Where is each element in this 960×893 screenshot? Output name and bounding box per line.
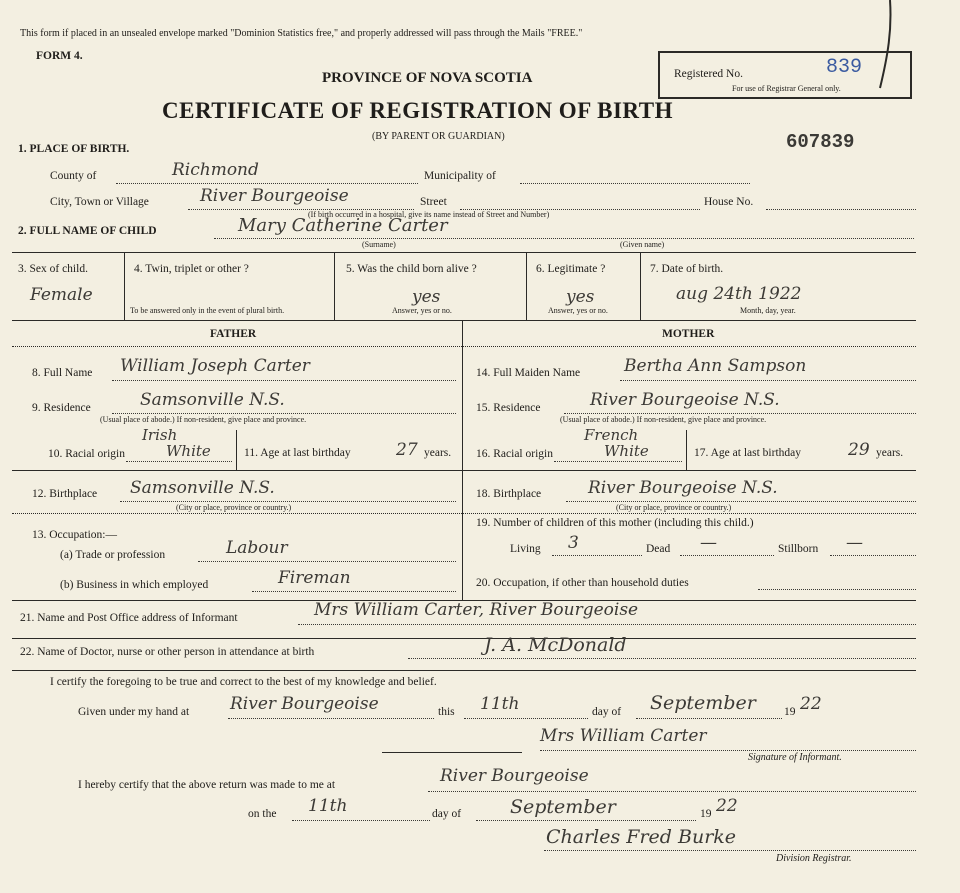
business-value: Fireman bbox=[278, 568, 351, 588]
father-residence-note: (Usual place of abode.) If non-resident, give place and province. bbox=[100, 415, 307, 424]
father-racial-value: Irish bbox=[142, 426, 178, 444]
dead-label: Dead bbox=[646, 543, 671, 555]
occupation-label: 13. Occupation:— bbox=[32, 529, 117, 541]
father-residence-label: 9. Residence bbox=[32, 402, 91, 414]
mother-birthplace-label: 18. Birthplace bbox=[476, 488, 542, 500]
father-heading: FATHER bbox=[210, 328, 257, 340]
given-year-prefix: 19 bbox=[784, 706, 796, 718]
informant-signature: Mrs William Carter bbox=[540, 726, 707, 746]
registrar-month-value: September bbox=[510, 796, 616, 818]
mother-birthplace-value: River Bourgeoise N.S. bbox=[588, 478, 778, 498]
registrar-day-value: 11th bbox=[308, 796, 348, 816]
registered-note: For use of Registrar General only. bbox=[732, 84, 841, 93]
date-note: Month, day, year. bbox=[740, 306, 796, 315]
twin-label: 4. Twin, triplet or other ? bbox=[134, 263, 249, 275]
father-racial-label: 10. Racial origin bbox=[48, 448, 125, 460]
mother-age-label: 17. Age at last birthday bbox=[694, 447, 801, 459]
father-name-label: 8. Full Name bbox=[32, 367, 93, 379]
county-label: County of bbox=[50, 170, 97, 182]
given-label: Given under my hand at bbox=[78, 706, 190, 718]
serial-number: 607839 bbox=[786, 131, 855, 153]
father-age-label: 11. Age at last birthday bbox=[244, 447, 351, 459]
informant-value: Mrs William Carter, River Bourgeoise bbox=[314, 600, 639, 620]
house-no-label: House No. bbox=[704, 196, 754, 208]
registrar-day-of-label: day of bbox=[432, 808, 462, 820]
father-birthplace-label: 12. Birthplace bbox=[32, 488, 98, 500]
city-label: City, Town or Village bbox=[50, 196, 149, 208]
child-name-value: Mary Catherine Carter bbox=[238, 215, 448, 236]
sex-label: 3. Sex of child. bbox=[18, 263, 88, 275]
registrar-on-label: on the bbox=[248, 808, 277, 820]
mother-residence-label: 15. Residence bbox=[476, 402, 541, 414]
registrar-signature-label: Division Registrar. bbox=[776, 853, 852, 864]
alive-label: 5. Was the child born alive ? bbox=[346, 263, 477, 275]
father-name-value: William Joseph Carter bbox=[120, 356, 310, 376]
twin-note: To be answered only in the event of plural birth. bbox=[130, 306, 285, 315]
mother-occupation-label: 20. Occupation, if other than household duties bbox=[476, 577, 689, 589]
registrar-year-value: 22 bbox=[716, 796, 738, 816]
legitimate-note: Answer, yes or no. bbox=[548, 306, 608, 315]
given-name-note: (Given name) bbox=[620, 240, 665, 249]
province-heading: PROVINCE OF NOVA SCOTIA bbox=[322, 70, 533, 86]
mother-years-label: years. bbox=[876, 447, 904, 459]
mother-racial-value: French bbox=[584, 426, 639, 444]
registrar-year-prefix: 19 bbox=[700, 808, 712, 820]
day-of-label: day of bbox=[592, 706, 622, 718]
hospital-note: (If birth occurred in a hospital, give its name instead of Street and Number) bbox=[308, 210, 550, 219]
mother-racial-value-2: White bbox=[604, 442, 649, 460]
page-title: CERTIFICATE OF REGISTRATION OF BIRTH bbox=[162, 98, 673, 123]
registrar-place-value: River Bourgeoise bbox=[440, 766, 589, 786]
given-place-value: River Bourgeoise bbox=[230, 694, 379, 714]
mother-heading: MOTHER bbox=[662, 328, 715, 340]
dead-value: — bbox=[700, 533, 717, 553]
mother-birthplace-note: (City or place, province or country.) bbox=[616, 503, 732, 512]
county-value: Richmond bbox=[172, 160, 259, 180]
father-racial-value-2: White bbox=[166, 442, 211, 460]
alive-note: Answer, yes or no. bbox=[392, 306, 452, 315]
registrar-signature: Charles Fred Burke bbox=[546, 826, 737, 848]
given-day-value: 11th bbox=[480, 694, 520, 714]
mother-age-value: 29 bbox=[848, 440, 870, 460]
father-birthplace-note: (City or place, province or country.) bbox=[176, 503, 292, 512]
father-age-value: 27 bbox=[396, 440, 418, 460]
informant-label: 21. Name and Post Office address of Informant bbox=[20, 612, 238, 624]
children-count-label: 19. Number of children of this mother (including this child.) bbox=[476, 517, 754, 529]
city-value: River Bourgeoise bbox=[200, 186, 349, 206]
form-number: FORM 4. bbox=[36, 50, 83, 62]
place-of-birth-heading: 1. PLACE OF BIRTH. bbox=[18, 143, 130, 155]
doctor-value: J. A. McDonald bbox=[484, 634, 627, 656]
business-label: (b) Business in which employed bbox=[60, 579, 209, 591]
registered-label: Registered No. bbox=[674, 68, 743, 80]
municipality-label: Municipality of bbox=[424, 170, 496, 182]
registered-number: 839 bbox=[826, 56, 863, 79]
legitimate-value: yes bbox=[566, 287, 595, 307]
subtitle: (BY PARENT OR GUARDIAN) bbox=[372, 131, 505, 142]
mother-racial-label: 16. Racial origin bbox=[476, 448, 553, 460]
sex-value: Female bbox=[30, 285, 93, 305]
given-year-value: 22 bbox=[800, 694, 822, 714]
doctor-label: 22. Name of Doctor, nurse or other person in attendance at birth bbox=[20, 646, 315, 658]
this-label: this bbox=[438, 706, 455, 718]
alive-value: yes bbox=[412, 287, 441, 307]
trade-value: Labour bbox=[226, 538, 288, 558]
date-label: 7. Date of birth. bbox=[650, 263, 724, 275]
given-month-value: September bbox=[650, 692, 756, 714]
legitimate-label: 6. Legitimate ? bbox=[536, 263, 606, 275]
registrar-statement: I hereby certify that the above return was made to me at bbox=[78, 779, 336, 791]
stillborn-value: — bbox=[846, 533, 863, 553]
mother-residence-value: River Bourgeoise N.S. bbox=[590, 390, 780, 410]
pen-stroke-mark bbox=[870, 0, 910, 90]
living-label: Living bbox=[510, 543, 541, 555]
child-name-label: 2. FULL NAME OF CHILD bbox=[18, 225, 157, 237]
date-value: aug 24th 1922 bbox=[676, 284, 802, 304]
mother-name-label: 14. Full Maiden Name bbox=[476, 367, 581, 379]
trade-label: (a) Trade or profession bbox=[60, 549, 166, 561]
street-label: Street bbox=[420, 196, 447, 208]
father-residence-value: Samsonville N.S. bbox=[140, 390, 285, 410]
certify-statement: I certify the foregoing to be true and correct to the best of my knowledge and belief. bbox=[50, 676, 437, 688]
stillborn-label: Stillborn bbox=[778, 543, 819, 555]
mother-residence-note: (Usual place of abode.) If non-resident, give place and province. bbox=[560, 415, 767, 424]
father-years-label: years. bbox=[424, 447, 452, 459]
top-notice: This form if placed in an unsealed envelope marked "Dominion Statistics free," and properly addressed will pass through the Mails "FREE." bbox=[20, 28, 583, 39]
surname-note: (Surname) bbox=[362, 240, 396, 249]
mother-name-value: Bertha Ann Sampson bbox=[624, 356, 807, 376]
living-value: 3 bbox=[568, 533, 579, 553]
father-birthplace-value: Samsonville N.S. bbox=[130, 478, 275, 498]
informant-signature-label: Signature of Informant. bbox=[748, 752, 842, 763]
